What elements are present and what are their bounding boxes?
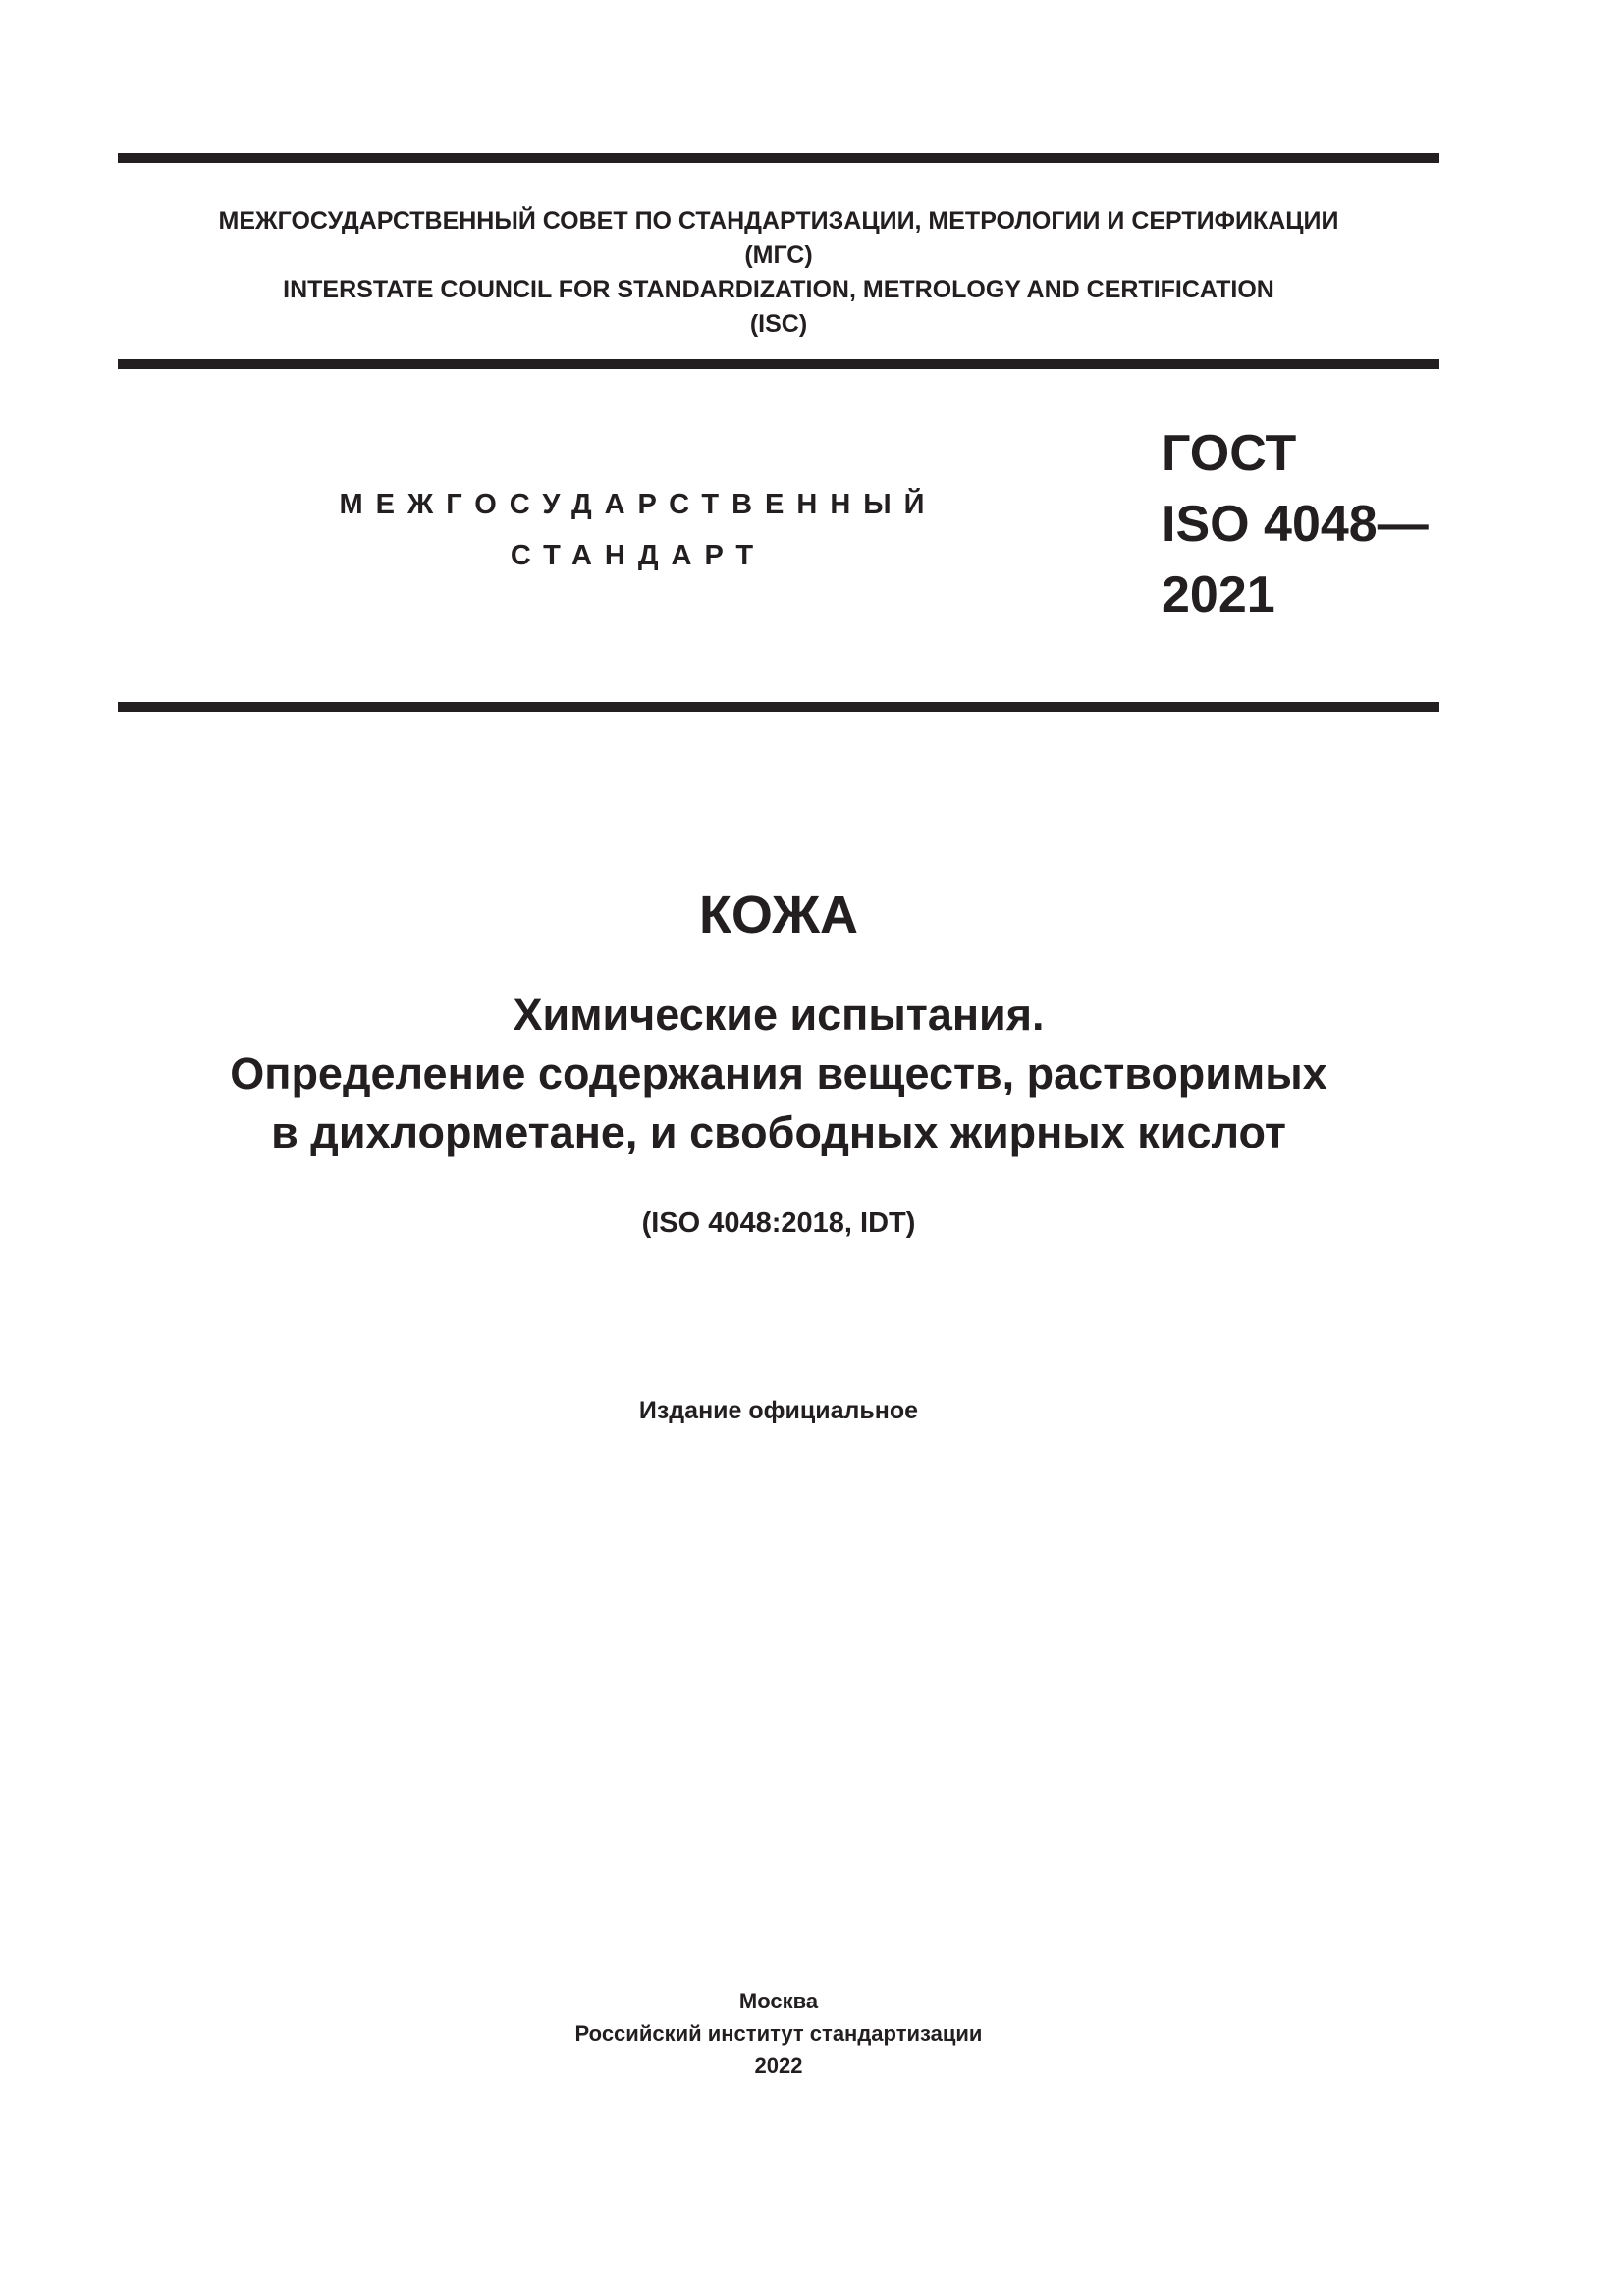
middle-rule [118, 359, 1439, 369]
edition-label: Издание официальное [638, 1397, 919, 1424]
subtitle-line1: Химические испытания. [513, 989, 1045, 1040]
council-abbr-ru: (МГС) [744, 241, 813, 269]
council-name-ru: МЕЖГОСУДАРСТВЕННЫЙ СОВЕТ ПО СТАНДАРТИЗАЦИИ, МЕТРОЛОГИИ И СЕРТИФИКАЦИИ [218, 207, 1339, 235]
designation-line3: 2021 [1162, 566, 1275, 623]
council-abbr-en: (ISC) [749, 310, 808, 338]
imprint-year: 2022 [754, 2054, 803, 2078]
subtitle-line3: в дихлорметане, и свободных жирных кислот [271, 1107, 1286, 1157]
iso-reference: (ISO 4048:2018, IDT) [641, 1207, 916, 1239]
document-subtitle [118, 986, 1439, 1162]
standard-type-line2: СТАНДАРТ [510, 540, 767, 571]
standard-type [295, 479, 982, 581]
designation-line2: ISO 4048— [1162, 496, 1429, 553]
standard-designation [1162, 418, 1439, 630]
council-name-en: INTERSTATE COUNCIL FOR STANDARDIZATION, METROLOGY AND CERTIFICATION [283, 276, 1274, 303]
imprint [118, 1985, 1439, 2082]
bottom-rule [118, 702, 1439, 712]
document-title: КОЖА [698, 885, 859, 944]
imprint-city: Москва [738, 1989, 819, 2013]
top-rule [118, 153, 1439, 163]
council-header [118, 204, 1439, 342]
imprint-publisher: Российский институт стандартизации [574, 2021, 983, 2046]
standard-type-line1: МЕЖГОСУДАРСТВЕННЫЙ [339, 489, 938, 520]
designation-line1: ГОСТ [1162, 425, 1297, 482]
subtitle-line2: Определение содержания веществ, растворимых [230, 1048, 1327, 1098]
